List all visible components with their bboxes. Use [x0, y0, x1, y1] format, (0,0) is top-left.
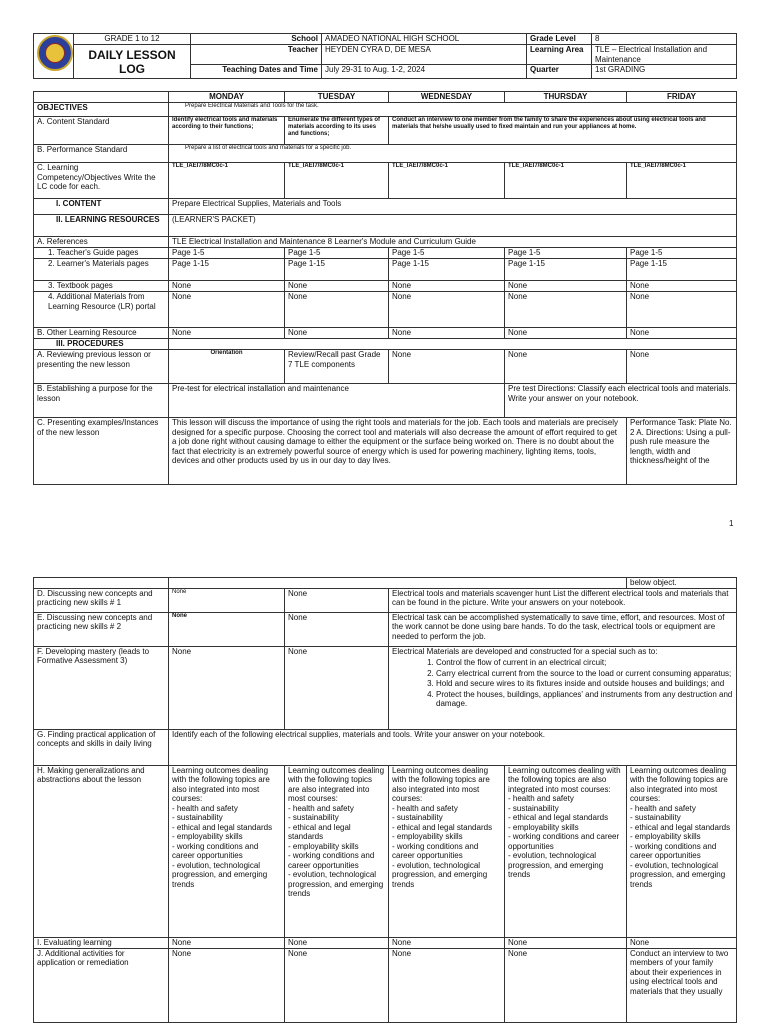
grade-range: GRADE 1 to 12: [74, 34, 191, 45]
cont-label-empty: [34, 578, 169, 589]
list-item: - ethical and legal standards: [172, 822, 273, 832]
proc-c-label: C. Presenting examples/Instances of the new lesson: [34, 418, 169, 485]
proc-d-text: Electrical tools and materials scavenger hunt List the different electrical tools and materials that can be found in the picture. Write your answers on your notebook.: [389, 588, 737, 612]
proc-f-intro: Electrical Materials are developed and constructed for a special such as to:: [392, 646, 658, 656]
other-tuesday: None: [285, 328, 389, 339]
lc-friday: TLE_IAEI7/8MC0c-1: [627, 163, 737, 199]
teacher-label: Teacher: [191, 45, 322, 65]
other-monday: None: [169, 328, 285, 339]
tb-friday: None: [627, 281, 737, 292]
tg-wednesday: Page 1-5: [389, 248, 505, 259]
lr-wednesday: None: [389, 292, 505, 328]
dll-title: [74, 45, 191, 79]
list-item: 2. Carry electrical current from the source to the load or current consuming apparatus;: [436, 669, 733, 679]
proc-f-monday: None: [169, 646, 285, 729]
list-item: - ethical and legal standards: [630, 822, 731, 832]
list-item: 1. Control the flow of current in an electrical circuit;: [436, 658, 733, 668]
proc-f-tuesday: None: [285, 646, 389, 729]
resources-value: (LEARNER'S PACKET): [169, 215, 737, 237]
list-item: - working conditions and career opportunities: [288, 851, 375, 870]
references-label: A. References: [34, 237, 169, 248]
proc-d-tuesday: None: [285, 588, 389, 612]
cs-wed-fri: Conduct an interview to one member from the family to share the experiences about using electrical tools and materials that he/she usually used to fixed maintain and run your appliances at home.: [389, 117, 737, 145]
list-item: - health and safety: [392, 803, 458, 813]
grade-level-value: 8: [592, 34, 737, 45]
proc-i-label: I. Evaluating learning: [34, 937, 169, 948]
other-lr-label: B. Other Learning Resource: [34, 328, 169, 339]
proc-i-tuesday: None: [285, 937, 389, 948]
learning-area-value: TLE – Electrical Installation and Maintenance: [592, 45, 737, 65]
performance-standard-label: B. Performance Standard: [34, 145, 169, 163]
proc-i-wednesday: None: [389, 937, 505, 948]
lm-label: 2. Learner's Materials pages: [34, 259, 169, 281]
proc-a-wednesday: None: [389, 350, 505, 384]
h-intro: Learning outcomes dealing with the following topics are also integrated into most courses:: [508, 765, 621, 794]
teacher-value: HEYDEN CYRA D, DE MESA: [322, 45, 527, 65]
list-item: - ethical and legal standards: [288, 822, 351, 841]
content-standard-label: A. Content Standard: [34, 117, 169, 145]
lc-monday: TLE_IAEI7/8MC0c-1: [169, 163, 285, 199]
list-item: - sustainability: [508, 803, 559, 813]
lm-tuesday: Page 1-15: [285, 259, 389, 281]
h-intro: Learning outcomes dealing with the following topics are also integrated into most courses:: [392, 765, 490, 803]
proc-h-tuesday: [285, 765, 389, 937]
day-monday: MONDAY: [169, 92, 285, 103]
day-friday: FRIDAY: [627, 92, 737, 103]
dates-value: July 29-31 to Aug. 1-2, 2024: [322, 65, 527, 79]
proc-i-friday: None: [627, 937, 737, 948]
list-item: 4. Protect the houses, buildings, appliances' and instruments from any destruction and damage.: [436, 690, 733, 709]
proc-d-label: D. Discussing new concepts and practicing new skills # 1: [34, 588, 169, 612]
cs-monday: Identify electrical tools and materials according to their functions;: [169, 117, 285, 145]
proc-a-thursday: None: [505, 350, 627, 384]
lr-thursday: None: [505, 292, 627, 328]
lr-label: 4. Additional Materials from Learning Resource (LR) portal: [34, 292, 169, 328]
quarter-label: Quarter: [527, 65, 592, 79]
list-item: 3. Hold and secure wires to its fixtures inside and outside houses and buildings; and: [436, 679, 733, 689]
lm-friday: Page 1-15: [627, 259, 737, 281]
list-item: - health and safety: [172, 803, 238, 813]
list-item: - working conditions and career opportunities: [392, 841, 479, 860]
proc-c-text: This lesson will discuss the importance of using the right tools and materials for the job. Each tools and materials are precisely designed for a specific purpose. Choosing the correct tool and materials will also decrease the amount of effort required to get a job done right without causing damage to either the equipment or the surface being worked on. There is no doubt about the fact that electricity is an extremely powerful source of energy which is used for powering machinery, lighting items, tools, devices and other products used by us in our day to day lives.: [169, 418, 627, 485]
grade-level-label: Grade Level: [527, 34, 592, 45]
school-label: School: [191, 34, 322, 45]
list-item: - employability skills: [172, 832, 243, 841]
lc-wednesday: TLE_IAEI7/8MC0c-1: [389, 163, 505, 199]
list-item: - evolution, technological progression, and emerging trends: [392, 860, 488, 889]
list-item: - sustainability: [630, 813, 681, 822]
proc-h-thursday: [505, 765, 627, 937]
proc-h-friday: [627, 765, 737, 937]
proc-b-mon-wed: Pre-test for electrical installation and maintenance: [169, 384, 505, 418]
proc-j-friday: Conduct an interview to two members of your family about their experiences in using electrical tools and materials that they usually: [627, 948, 737, 1022]
list-item: - employability skills: [630, 832, 701, 841]
proc-a-friday: None: [627, 350, 737, 384]
lm-monday: Page 1-15: [169, 259, 285, 281]
proc-g-text: Identify each of the following electrical supplies, materials and tools. Write your answer on your notebook.: [169, 729, 737, 765]
lr-friday: None: [627, 292, 737, 328]
day-thursday: THURSDAY: [505, 92, 627, 103]
list-item: - sustainability: [288, 813, 339, 822]
tg-friday: Page 1-5: [627, 248, 737, 259]
procedures-spacer: [169, 339, 737, 350]
tg-label: 1. Teacher's Guide pages: [34, 248, 169, 259]
proc-j-wednesday: None: [389, 948, 505, 1022]
proc-f-label: F. Developing mastery (leads to Formative Assessment 3): [34, 646, 169, 729]
page-number: 1: [729, 519, 734, 528]
h-intro: Learning outcomes dealing with the following topics are also integrated into most courses:: [172, 765, 270, 803]
h-intro: Learning outcomes dealing with the following topics are also integrated into most courses:: [288, 765, 385, 803]
lm-thursday: Page 1-15: [505, 259, 627, 281]
list-item: - working conditions and career opportunities: [508, 832, 620, 851]
procedures-label: III. PROCEDURES: [34, 339, 169, 350]
proc-d-monday: None: [169, 588, 285, 612]
proc-f-list: [392, 658, 733, 709]
list-item: - health and safety: [508, 794, 574, 803]
list-item: - ethical and legal standards: [508, 813, 609, 822]
proc-j-thursday: None: [505, 948, 627, 1022]
lc-tuesday: TLE_IAEI7/8MC0c-1: [285, 163, 389, 199]
lr-tuesday: None: [285, 292, 389, 328]
list-item: - working conditions and career opportunities: [172, 841, 259, 860]
proc-i-monday: None: [169, 937, 285, 948]
header-table: [33, 33, 737, 79]
list-item: - health and safety: [630, 803, 696, 813]
list-item: - employability skills: [508, 822, 579, 832]
proc-h-label: H. Making generalizations and abstractions about the lesson: [34, 765, 169, 937]
proc-j-tuesday: None: [285, 948, 389, 1022]
cont-empty: [169, 578, 627, 589]
list-item: - evolution, technological progression, and emerging trends: [508, 851, 604, 879]
proc-j-label: J. Additional activities for application or remediation: [34, 948, 169, 1022]
list-item: - sustainability: [172, 813, 223, 822]
school-value: AMADEO NATIONAL HIGH SCHOOL: [322, 34, 527, 45]
other-thursday: None: [505, 328, 627, 339]
lc-thursday: TLE_IAEI7/8MC0c-1: [505, 163, 627, 199]
proc-e-label: E. Discussing new concepts and practicing new skills # 2: [34, 612, 169, 646]
proc-g-label: G. Finding practical application of concepts and skills in daily living: [34, 729, 169, 765]
list-item: - sustainability: [392, 813, 443, 822]
dates-label: Teaching Dates and Time: [191, 65, 322, 79]
title-line-2: LOG: [119, 61, 145, 76]
tg-thursday: Page 1-5: [505, 248, 627, 259]
lr-monday: None: [169, 292, 285, 328]
references-value: TLE Electrical Installation and Maintenance 8 Learner's Module and Curriculum Guide: [169, 237, 737, 248]
tb-wednesday: None: [389, 281, 505, 292]
day-tuesday: TUESDAY: [285, 92, 389, 103]
proc-c-friday: Performance Task: Plate No. 2 A. Directions: Using a pull-push rule measure the length, width and thickness/height of the: [627, 418, 737, 485]
dll-table-page-2: [33, 577, 737, 1023]
ps-text: Prepare a list of electrical tools and materials for a specific job.: [169, 145, 737, 163]
lm-wednesday: Page 1-15: [389, 259, 505, 281]
proc-c-friday-cont: below object.: [627, 578, 737, 589]
proc-b-thu-fri: Pre test Directions: Classify each electrical tools and materials. Write your answer on your notebook.: [505, 384, 737, 418]
tb-thursday: None: [505, 281, 627, 292]
objectives-text: Prepare Electrical Materials and Tools for the task.: [169, 103, 737, 117]
list-item: - evolution, technological progression, and emerging trends: [288, 870, 384, 898]
list-item: - evolution, technological progression, and emerging trends: [630, 860, 726, 889]
proc-i-thursday: None: [505, 937, 627, 948]
dll-table-page-1: [33, 91, 737, 485]
objectives-label: OBJECTIVES: [34, 103, 169, 117]
content-value: Prepare Electrical Supplies, Materials and Tools: [169, 199, 737, 215]
corner-cell: [34, 92, 169, 103]
school-seal: [34, 34, 74, 79]
tb-tuesday: None: [285, 281, 389, 292]
tb-label: 3. Textbook pages: [34, 281, 169, 292]
content-label: I. CONTENT: [34, 199, 169, 215]
proc-a-label: A. Reviewing previous lesson or presenting the new lesson: [34, 350, 169, 384]
proc-f-cell: [389, 646, 737, 729]
list-item: - health and safety: [288, 803, 354, 813]
learning-area-label: Learning Area: [527, 45, 592, 65]
cs-tuesday: Enumerate the different types of materials according to its uses and functions;: [285, 117, 389, 145]
list-item: - working conditions and career opportunities: [630, 841, 717, 860]
list-item: - ethical and legal standards: [392, 822, 493, 832]
list-item: - employability skills: [392, 832, 463, 841]
proc-h-wednesday: [389, 765, 505, 937]
tg-monday: Page 1-5: [169, 248, 285, 259]
day-wednesday: WEDNESDAY: [389, 92, 505, 103]
title-line-1: DAILY LESSON: [88, 47, 176, 62]
proc-e-tuesday: None: [285, 612, 389, 646]
proc-e-text: Electrical task can be accomplished systematically to save time, effort, and resources. Most of the work cannot be done using bare hands. To do the task, electrical tools or equipment are needed to perform the job.: [389, 612, 737, 646]
proc-j-monday: None: [169, 948, 285, 1022]
proc-e-monday: None: [169, 612, 285, 646]
quarter-value: 1st GRADING: [592, 65, 737, 79]
proc-a-tuesday: Review/Recall past Grade 7 TLE components: [285, 350, 389, 384]
proc-b-label: B. Establishing a purpose for the lesson: [34, 384, 169, 418]
deped-logo-icon: [37, 35, 73, 71]
list-item: - evolution, technological progression, and emerging trends: [172, 860, 268, 889]
list-item: - employability skills: [288, 841, 359, 851]
proc-h-monday: [169, 765, 285, 937]
other-friday: None: [627, 328, 737, 339]
other-wednesday: None: [389, 328, 505, 339]
h-intro: Learning outcomes dealing with the following topics are also integrated into most courses:: [630, 765, 728, 803]
resources-label: II. LEARNING RESOURCES: [34, 215, 169, 237]
tb-monday: None: [169, 281, 285, 292]
tg-tuesday: Page 1-5: [285, 248, 389, 259]
lc-label: C. Learning Competency/Objectives Write the LC code for each.: [34, 163, 169, 199]
proc-a-monday: Orientation: [169, 350, 285, 384]
